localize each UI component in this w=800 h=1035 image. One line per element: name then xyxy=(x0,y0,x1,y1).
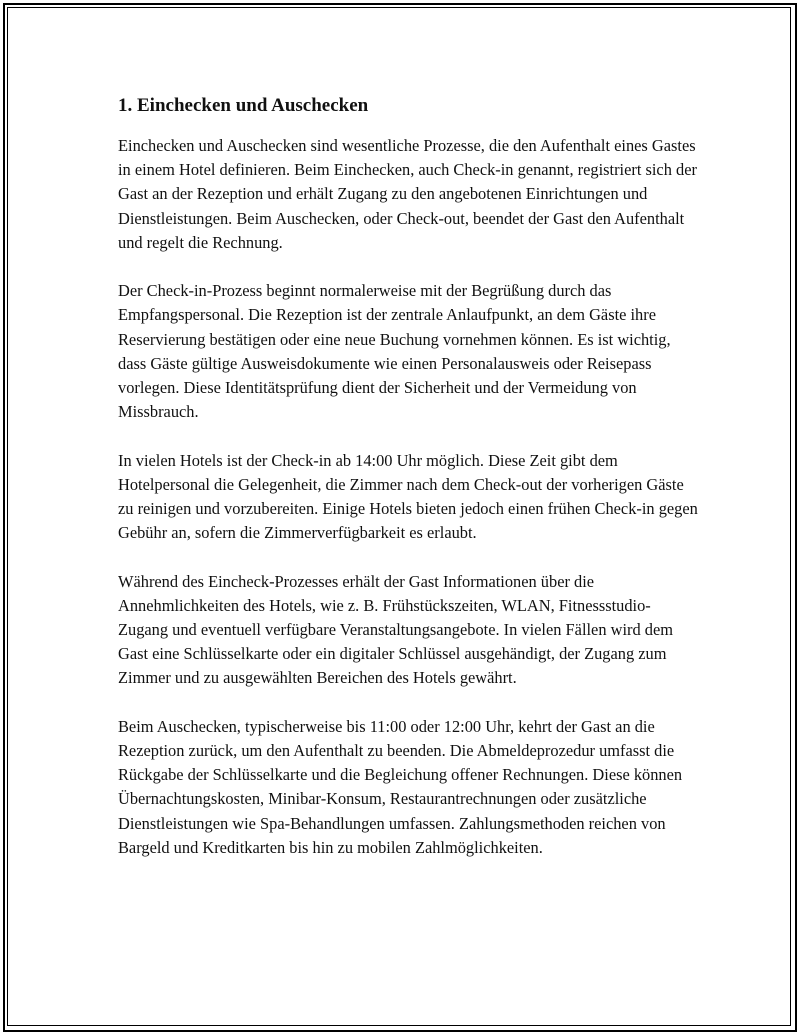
paragraph-check-in-process: Der Check-in-Prozess beginnt normalerweise mit der Begrüßung durch das Empfangspersonal. Die Rezeption ist der zentrale Anlaufpunkt, an dem Gäste ihre Reservierung bestätigen oder eine neue Buchung vornehmen können. Es ist wichtig, dass Gäste gültige Ausweisdokumente wie einen Personalausweis oder Reisepass vorlegen. Diese Identitätsprüfung dient der Sicherheit und der Vermeidung von Missbrauch. xyxy=(118,281,671,422)
paragraph-check-in-time: In vielen Hotels ist der Check-in ab 14:00 Uhr möglich. Diese Zeit gibt dem Hotelpersonal die Gelegenheit, die Zimmer nach dem Check-out der vorherigen Gäste zu reinigen und vorzubereiten. Einige Hotels bieten jedoch einen frühen Check-in gegen Gebühr an, sofern die Zimmerverfügbarkeit es erlaubt. xyxy=(118,450,698,543)
paragraph-check-in-information: Während des Eincheck-Prozesses erhält der Gast Informationen über die Annehmlichkeiten des Hotels, wie z. B. Frühstückszeiten, WLAN, Fitnessstudio-Zugang und eventuell verfügbare Veranstaltungsangebote. In vielen Fällen wird dem Gast eine Schlüsselkarte oder ein digitaler Schlüssel ausgehändigt, der Zugang zum Zimmer und zu ausgewählten Bereichen des Hotels gewährt. xyxy=(118,571,673,688)
section-heading: 1. Einchecken und Auschecken xyxy=(118,95,369,116)
document-body xyxy=(118,92,698,884)
paragraph-intro: Einchecken und Auschecken sind wesentliche Prozesse, die den Aufenthalt eines Gastes in einem Hotel definieren. Beim Einchecken, auch Check-in genannt, registriert sich der Gast an der Rezeption und erhält Zugang zu den angebotenen Einrichtungen und Dienstleistungen. Beim Auschecken, oder Check-out, beendet der Gast den Aufenthalt und regelt die Rechnung. xyxy=(118,136,697,252)
paragraph-check-out: Beim Auschecken, typischerweise bis 11:00 oder 12:00 Uhr, kehrt der Gast an die Rezeption zurück, um den Aufenthalt zu beenden. Die Abmeldeprozedur umfasst die Rückgabe der Schlüsselkarte und die Begleichung offener Rechnungen. Diese können Übernachtungskosten, Minibar-Konsum, Restaurantrechnungen oder zusätzliche Dienstleistungen wie Spa-Behandlungen umfassen. Zahlungsmethoden reichen von Bargeld und Kreditkarten bis hin zu mobilen Zahlmöglichkeiten. xyxy=(118,716,683,857)
